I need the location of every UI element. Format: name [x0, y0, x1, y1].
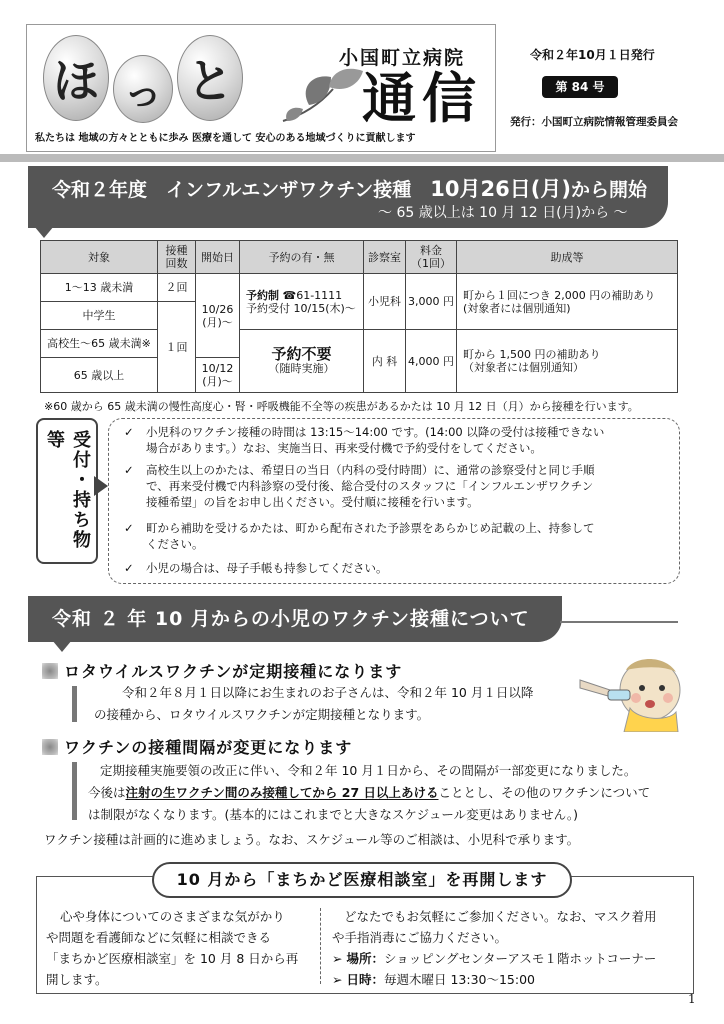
- leaf-icon: [279, 65, 365, 127]
- target-cell: 高校生〜65 歳未満※: [41, 330, 158, 358]
- fee-cell: 3,000 円: [406, 274, 457, 330]
- newsletter-name: 通信: [362, 67, 482, 130]
- check-line: 接種希望」の旨をお申し出ください。受付順に接種を行います。: [146, 495, 479, 509]
- rota-line-1: 令和２年８月１日以降にお生まれのお子さんは、令和２年 10 月１日以降: [122, 685, 534, 700]
- closing-text: ワクチン接種は計画的に進めましょう。なお、スケジュール等のご相談は、小児科で承ります。: [44, 832, 580, 847]
- subsidy-cell: [457, 274, 678, 330]
- consult-left-line: や問題を看護師などに気軽に相談できる: [46, 930, 272, 945]
- col-header-doses: 接種 回数: [158, 241, 196, 274]
- bullet-square-icon: [42, 663, 58, 679]
- start-date-cell: 10/26 (月)〜: [196, 274, 240, 358]
- consult-right-line: どなたでもお気軽にご参加ください。なお、マスク着用: [344, 909, 657, 924]
- rota-heading: ロタウイルスワクチンが定期接種になります: [64, 662, 403, 681]
- consult-left-line: 「まちかど医療相談室」を 10 月 8 日から再: [46, 951, 299, 966]
- consult-title: 10 月から「まちかど医療相談室」を再開します: [152, 862, 572, 898]
- check-icon: ✓: [124, 521, 134, 535]
- check-line: 小児の場合は、母子手帳も持参してください。: [146, 561, 388, 575]
- flu-title-date: 10月26日(月): [430, 177, 571, 201]
- label-arrow: [94, 476, 108, 496]
- interval-line-3: は制限がなくなります。(基本的にはこれまでと大きなスケジュール変更はありません。): [88, 807, 579, 822]
- room-cell: 小児科: [364, 274, 406, 330]
- consult-place: [332, 948, 656, 969]
- place-value: ショッピングセンターアスモ１階ホットコーナー: [383, 951, 657, 966]
- col-header-target: 対象: [41, 241, 158, 274]
- hospital-name: 小国町立病院: [339, 47, 466, 69]
- target-cell: 中学生: [41, 302, 158, 330]
- consult-left-line: 心や身体についてのさまざまな気がかり: [60, 909, 285, 924]
- flu-title-prefix: 令和２年度 インフルエンザワクチン接種: [52, 179, 431, 201]
- logo-char-ho: ほ: [43, 35, 109, 121]
- banner-rule: [560, 621, 678, 623]
- interval-line-2: [88, 782, 650, 803]
- col-header-subsidy: 助成等: [457, 241, 678, 274]
- room-cell: 内 科: [364, 330, 406, 393]
- subsidy-cell: [457, 330, 678, 393]
- col-header-reservation: 予約の有・無: [240, 241, 364, 274]
- table-header-row: [41, 241, 678, 274]
- subsidy-1: 町から１回につき 2,000 円の補助あり: [463, 288, 656, 302]
- check-line: で、再来受付機で内科診察の受付後、総合受付のスタッフに「インフルエンザワクチン: [146, 479, 594, 493]
- table-footnote: ※60 歳から 65 歳未満の慢性高度心・腎・呼吸機能不全等の疾患があるかたは 10 月 12 日（月）から接種を行います。: [44, 400, 639, 413]
- subsidy-2: 町から 1,500 円の補助あり: [463, 348, 601, 361]
- flu-schedule-table: [40, 240, 678, 393]
- subsidy-1-note: (対象者には個別通知): [463, 301, 571, 315]
- flu-title-suffix: から開始: [570, 179, 647, 201]
- start-date-cell: 10/12 (月)〜: [196, 358, 240, 393]
- reservation-not-required-cell: [240, 330, 364, 393]
- time-value: 毎週木曜日 13:30〜15:00: [383, 972, 536, 987]
- check-line: 高校生以上のかたは、希望日の当日（内科の受付時間）に、通常の診察受付と同じ手順: [146, 463, 595, 477]
- banner-pointer: [34, 226, 54, 238]
- logo-char-to: と: [177, 35, 243, 121]
- checklist-label-box: [36, 418, 98, 564]
- fee-cell: 4,000 円: [406, 330, 457, 393]
- reservation-phone: ☎61-1111: [282, 288, 343, 302]
- check-icon: ✓: [124, 463, 134, 477]
- interval-line-1: 定期接種実施要領の改正に伴い、令和２年 10 月１日から、その間隔が一部変更になりました。: [100, 763, 637, 778]
- consult-left-line: 開します。: [46, 972, 108, 987]
- masthead: [26, 24, 496, 152]
- check-line: 小児科のワクチン接種の時間は 13:15〜14:00 です。(14:00 以降の受付は接種できない: [146, 425, 605, 439]
- reservation-required-cell: [240, 274, 364, 330]
- interval-line-2-prefix: 今後は: [88, 785, 126, 800]
- page-number: 1: [688, 992, 696, 1006]
- kids-title: 令和 ２ 年 10 月からの小児のワクチン接種について: [52, 608, 530, 630]
- interval-line-2-suffix: こととし、その他のワクチンについて: [438, 785, 651, 800]
- reservation-required: 予約制: [246, 288, 279, 302]
- place-label: 場所：: [346, 951, 384, 966]
- logo-char-tsu: っ: [113, 55, 173, 123]
- doses-cell: ２回: [158, 274, 196, 302]
- indent-bar: [72, 762, 77, 820]
- checklist-label: 受付・持ち物等: [44, 430, 91, 550]
- reservation-note: （随時実施）: [268, 361, 335, 375]
- check-line: 場合があります。）なお、実施当日、再来受付機で予約受付をしてください。: [146, 441, 542, 455]
- interval-line-2-emphasis: 注射の生ワクチン間のみ接種してから 27 日以上あける: [125, 785, 439, 800]
- issue-number-badge: 第 84 号: [542, 76, 618, 98]
- bullet-square-icon: [42, 739, 58, 755]
- banner-pointer: [52, 640, 72, 652]
- arrow-bullet-icon: ➢: [332, 951, 343, 966]
- table-row: [41, 274, 678, 302]
- consult-divider: [320, 908, 321, 984]
- subsidy-2-note: （対象者には個別通知）: [463, 361, 584, 374]
- col-header-fee: 料金 （1回）: [406, 241, 457, 274]
- col-header-start: 開始日: [196, 241, 240, 274]
- indent-bar: [72, 686, 77, 722]
- col-header-room: 診察室: [364, 241, 406, 274]
- flu-subtitle: 〜 65 歳以上は 10 月 12 日(月)から 〜: [378, 205, 628, 221]
- header-divider: [0, 154, 724, 162]
- check-line: 町から補助を受けるかたは、町から配布された予診票をあらかじめ記載の上、持参して: [146, 521, 595, 535]
- target-cell: 1〜13 歳未満: [41, 274, 158, 302]
- publish-date: 令和２年10月１日発行: [530, 48, 655, 62]
- check-line: ください。: [146, 537, 204, 551]
- time-label: 日時：: [346, 972, 384, 987]
- rota-line-2: の接種から、ロタウイルスワクチンが定期接種となります。: [94, 707, 430, 722]
- motto: 私たちは 地域の方々とともに歩み 医療を通して 安心のある地域づくりに貢献します: [35, 133, 416, 144]
- flu-title: [52, 173, 647, 203]
- table-row: [41, 330, 678, 358]
- interval-heading: ワクチンの接種間隔が変更になります: [64, 738, 353, 757]
- consult-right-line: や手指消毒にご協力ください。: [332, 930, 508, 945]
- reservation-accept: 予約受付 10/15(木)〜: [246, 301, 356, 315]
- target-cell: 65 歳以上: [41, 358, 158, 393]
- reservation-not-required: 予約不要: [271, 344, 332, 363]
- issue-info: [500, 24, 698, 150]
- doses-cell: １回: [158, 302, 196, 393]
- baby-vaccine-illustration: [578, 650, 688, 732]
- publisher: 発行：小国町立病院情報管理委員会: [510, 116, 678, 128]
- consult-time: [332, 969, 535, 990]
- check-icon: ✓: [124, 561, 134, 575]
- check-icon: ✓: [124, 425, 134, 439]
- arrow-bullet-icon: ➢: [332, 972, 343, 987]
